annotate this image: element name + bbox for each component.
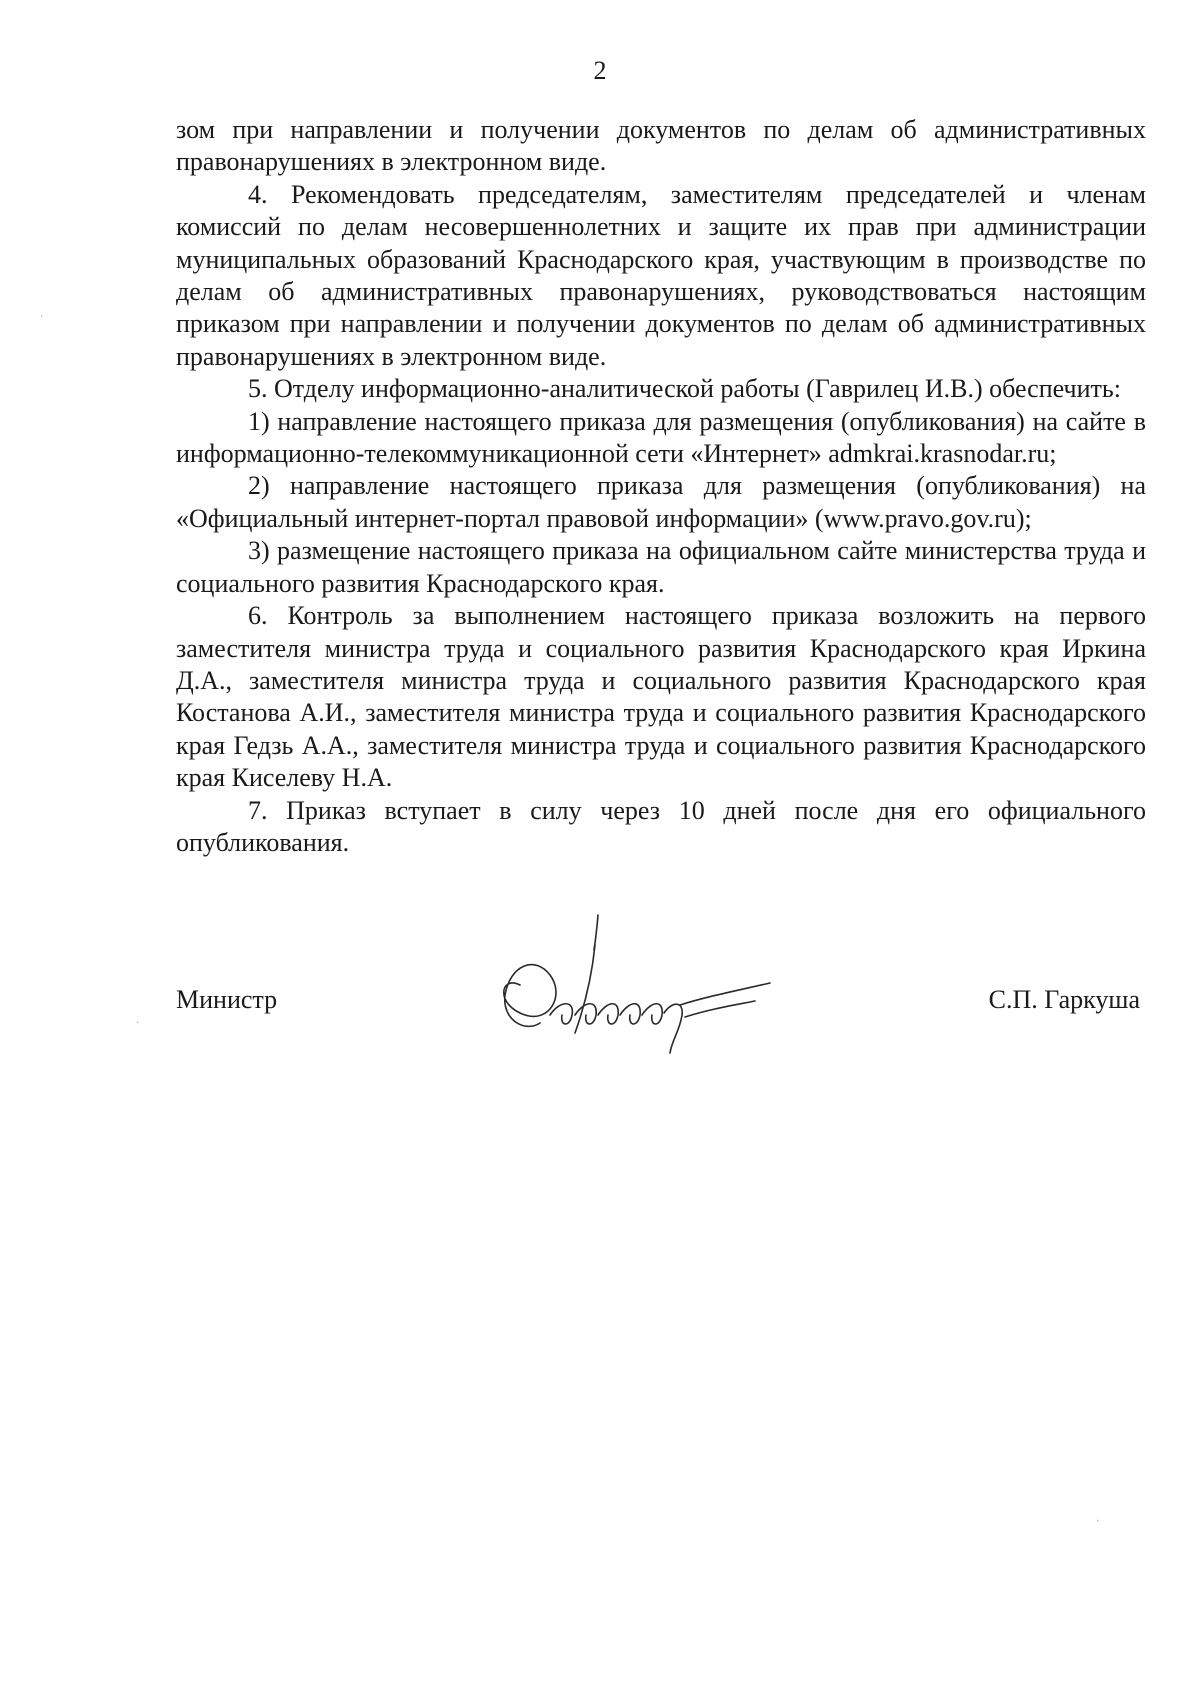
scan-speck: ·	[40, 312, 44, 323]
scan-speck: ·	[136, 1018, 140, 1029]
paragraph-item-6: 6. Контроль за выполнением настоящего приказа возложить на первого заместителя министра труда и социального развития Краснодарского края Иркина Д.А., заместителя министра труда и социального развития Краснодарского края Костанова А.И., заместителя министра труда и социального развития Краснодарского края Гедзь А.А., заместителя министра труда и социального развития Краснодарского края Киселеву Н.А.	[176, 601, 1146, 793]
paragraph-continuation: зом при направлении и получении документов по делам об административных правонарушениях в электронном виде.	[176, 115, 1146, 177]
paragraph-item-7: 7. Приказ вступает в силу через 10 дней после дня его официального опубликования.	[176, 795, 1146, 857]
scan-speck: ·	[1096, 1516, 1100, 1527]
signatory-title: Министр	[176, 985, 278, 1014]
paragraph-subitem-1: 1) направление настоящего приказа для размещения (опубликования) на сайте в информационно-телекоммуникационной сети «Интернет» admkrai.krasnodar.ru;	[176, 406, 1146, 469]
handwritten-signature	[480, 905, 800, 1055]
paragraph-subitem-3: 3) размещение настоящего приказа на официальном сайте министерства труда и социального развития Краснодарского края.	[176, 536, 1146, 598]
paragraph-subitem-2: 2) направление настоящего приказа для размещения (опубликования) на «Официальный интернет-портал правовой информации» (www.pravo.gov.ru);	[176, 471, 1146, 533]
page-number: 2	[593, 56, 607, 85]
document-body	[176, 114, 1146, 859]
signatory-name: С.П. Гаркуша	[988, 985, 1140, 1014]
paragraph-item-4: 4. Рекомендовать председателям, заместителям председателей и членам комиссий по делам несовершеннолетних и защите их прав при администрации муниципальных образований Краснодарского края, участвующим в производстве по делам об административных правонарушениях, руководствоваться настоящим приказом при направлении и получении документов по делам об административных правонарушениях в электронном виде.	[176, 179, 1146, 371]
paragraph-item-5: 5. Отделу информационно-аналитической работы (Гаврилец И.В.) обеспечить:	[248, 374, 1121, 404]
